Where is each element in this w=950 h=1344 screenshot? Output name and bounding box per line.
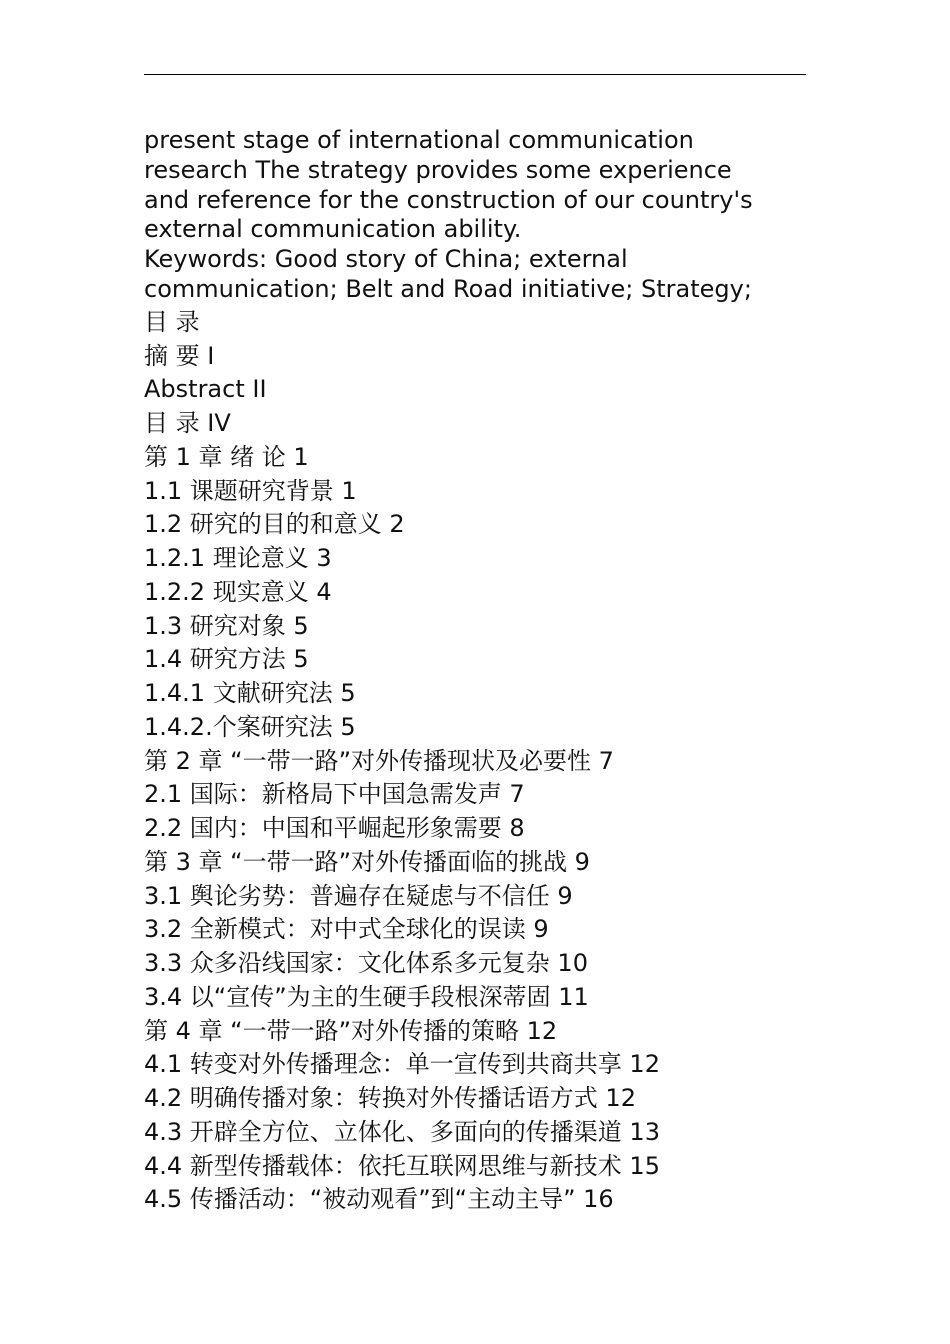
header-rule xyxy=(144,74,806,75)
toc-entry: 4.5 传播活动：“被动观看”到“主动主导” 16 xyxy=(144,1185,614,1214)
toc-entry: 3.2 全新模式：对中式全球化的误读 9 xyxy=(144,915,549,944)
toc-entry: 1.4 研究方法 5 xyxy=(144,645,309,674)
abstract-line: external communication ability. xyxy=(144,215,522,244)
toc-entry: 2.1 国际：新格局下中国急需发声 7 xyxy=(144,780,525,809)
toc-entry-chapter: 第 1 章 绪 论 1 xyxy=(144,442,309,471)
toc-entry-chapter: 第 3 章 “一带一路”对外传播面临的挑战 9 xyxy=(144,847,590,876)
toc-entry: 摘 要 I xyxy=(144,341,215,370)
keywords-line: Keywords: Good story of China; external xyxy=(144,245,628,274)
toc-heading: 目 录 xyxy=(144,307,200,336)
abstract-paragraph xyxy=(144,126,814,305)
toc-entry: 3.1 舆论劣势：普遍存在疑虑与不信任 9 xyxy=(144,881,573,910)
toc-entry: 4.3 开辟全方位、立体化、多面向的传播渠道 13 xyxy=(144,1117,660,1146)
toc-entry: 1.4.1 文献研究法 5 xyxy=(144,679,356,708)
abstract-line: present stage of international communication xyxy=(144,126,694,154)
toc-entry: 1.4.2.个案研究法 5 xyxy=(144,712,356,741)
toc-entry: Abstract II xyxy=(144,375,267,404)
toc-entry: 1.2.2 现实意义 4 xyxy=(144,577,332,606)
toc-entry: 4.1 转变对外传播理念：单一宣传到共商共享 12 xyxy=(144,1050,660,1079)
toc-entry: 4.2 明确传播对象：转换对外传播话语方式 12 xyxy=(144,1084,636,1113)
toc-entry: 1.3 研究对象 5 xyxy=(144,611,309,640)
toc-entry: 4.4 新型传播载体：依托互联网思维与新技术 15 xyxy=(144,1151,660,1180)
toc-entry-chapter: 第 2 章 “一带一路”对外传播现状及必要性 7 xyxy=(144,746,614,775)
abstract-line: research The strategy provides some experience xyxy=(144,155,732,184)
toc-entry: 3.3 众多沿线国家：文化体系多元复杂 10 xyxy=(144,949,588,978)
toc-entry: 2.2 国内：中国和平崛起形象需要 8 xyxy=(144,814,525,843)
keywords-line: communication; Belt and Road initiative; Strategy; xyxy=(144,274,752,303)
toc-entry-chapter: 第 4 章 “一带一路”对外传播的策略 12 xyxy=(144,1016,558,1045)
toc-entry: 1.1 课题研究背景 1 xyxy=(144,476,357,505)
abstract-line: and reference for the construction of our country's xyxy=(144,185,753,214)
toc-entry: 1.2.1 理论意义 3 xyxy=(144,544,332,573)
toc-entry: 3.4 以“宣传”为主的生硬手段根深蒂固 11 xyxy=(144,982,589,1011)
table-of-contents xyxy=(144,306,814,1217)
toc-entry: 1.2 研究的目的和意义 2 xyxy=(144,510,405,539)
toc-entry: 目 录 IV xyxy=(144,409,231,438)
document-body xyxy=(144,126,814,1217)
